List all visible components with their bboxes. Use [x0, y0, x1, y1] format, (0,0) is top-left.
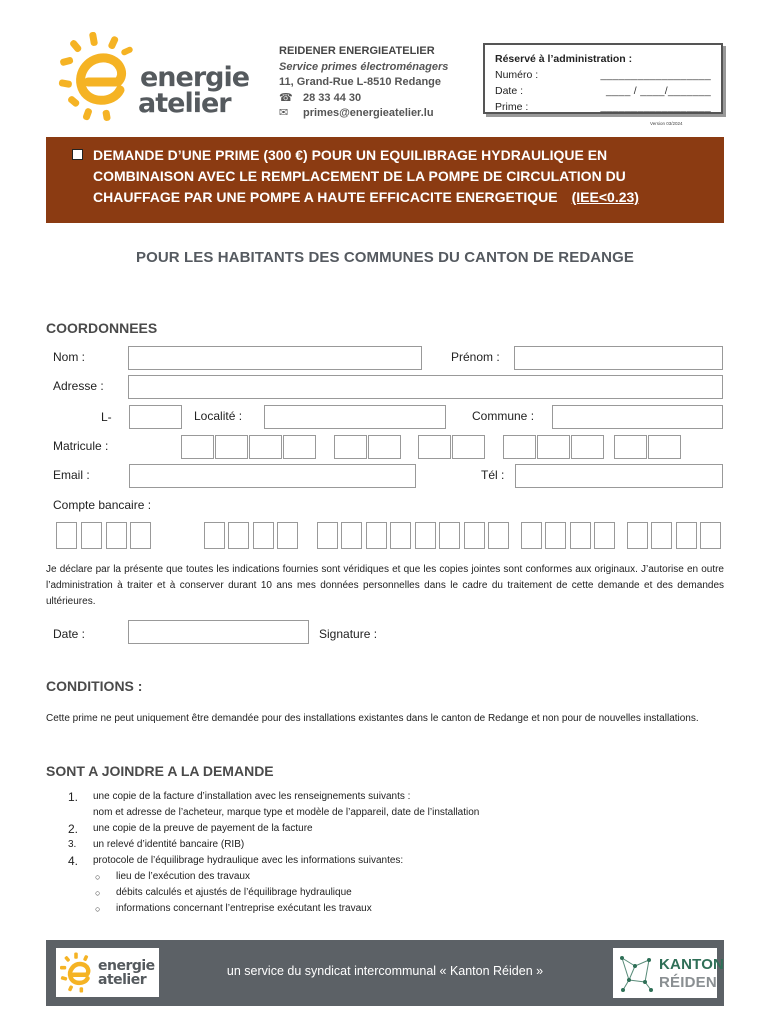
- iban-cell[interactable]: [204, 522, 225, 549]
- reiden-word: RÉIDEN: [659, 974, 717, 991]
- org-phone: 28 33 44 30: [303, 91, 362, 104]
- list-item: [68, 821, 479, 837]
- banner-line-2: COMBINAISON AVEC LE REMPLACEMENT DE LA POMPE DE CIRCULATION DU: [93, 168, 626, 184]
- sub-list-item-text: débits calculés et ajustés de l’équilibrage hydraulique: [116, 887, 352, 898]
- tel-field[interactable]: [515, 464, 723, 488]
- iban-cell[interactable]: [488, 522, 509, 549]
- org-email[interactable]: primes@energieatelier.lu: [303, 107, 434, 119]
- compte-bancaire-label: Compte bancaire :: [53, 498, 152, 512]
- title-banner: [46, 137, 724, 223]
- conditions-heading: CONDITIONS :: [46, 678, 143, 694]
- kanton-word: KANTON: [659, 956, 725, 973]
- footer-text: un service du syndicat intercommunal « Kanton Réiden »: [226, 964, 544, 978]
- request-checkbox[interactable]: [72, 149, 83, 160]
- org-email-line: [279, 106, 448, 122]
- organization-block: [279, 44, 448, 122]
- date-label: Date :: [53, 627, 86, 641]
- admin-date-label: Date :: [495, 85, 524, 97]
- tel-label: Tél :: [481, 468, 505, 482]
- matricule-cell[interactable]: [283, 435, 316, 459]
- banner-line-1: DEMANDE D’UNE PRIME (300 €) POUR UN EQUILIBRAGE HYDRAULIQUE EN: [93, 147, 608, 163]
- postal-prefix-label: L-: [101, 410, 112, 424]
- admin-date-value: ____ / ____/_______: [606, 85, 711, 97]
- localite-field[interactable]: [264, 405, 446, 429]
- iban-cell[interactable]: [545, 522, 566, 549]
- list-item: [68, 837, 479, 853]
- commune-label: Commune :: [472, 409, 535, 423]
- iban-cell[interactable]: [594, 522, 615, 549]
- footer-logo-word-energie: energie: [98, 958, 155, 974]
- kanton-reiden-logo: [613, 948, 725, 998]
- postal-code-field[interactable]: [129, 405, 182, 429]
- matricule-cell[interactable]: [368, 435, 401, 459]
- matricule-cell[interactable]: [648, 435, 681, 459]
- iban-cell[interactable]: [700, 522, 721, 549]
- conditions-text: Cette prime ne peut uniquement être demandée pour des installations existantes dans le canton de Redange et non pour de nouvelles installations.: [46, 713, 699, 724]
- localite-label: Localité :: [194, 409, 243, 423]
- nom-field[interactable]: [128, 346, 422, 370]
- nom-label: Nom :: [53, 350, 86, 364]
- banner-iee-value: (IEE<0.23): [571, 189, 639, 205]
- logo-word-energie: energie: [140, 62, 250, 93]
- org-phone-line: [279, 91, 448, 107]
- documents-list: [68, 789, 479, 917]
- declaration-text: Je déclare par la présente que toutes les indications fournies sont véridiques et que les copies jointes sont conformes aux originaux. J’autorise en outre l’administration à traiter et à conserver durant 10 ans mes données personnelles dans le cadre du traitement de cette demande et des demandes ultérieures.: [46, 564, 724, 607]
- matricule-cell[interactable]: [503, 435, 536, 459]
- envelope-icon: ✉: [279, 107, 289, 119]
- list-item: [68, 789, 479, 805]
- admin-numero-row: [495, 67, 711, 83]
- matricule-cell[interactable]: [181, 435, 214, 459]
- documents-heading: SONT A JOINDRE A LA DEMANDE: [46, 763, 274, 779]
- iban-cell[interactable]: [570, 522, 591, 549]
- energie-atelier-logo: [58, 32, 258, 124]
- matricule-cell[interactable]: [537, 435, 570, 459]
- list-item-text: protocole de l’équilibrage hydraulique avec les informations suivantes:: [93, 855, 404, 866]
- iban-cell[interactable]: [627, 522, 648, 549]
- org-address: 11, Grand-Rue L-8510 Redange: [279, 76, 441, 88]
- page-subtitle: POUR LES HABITANTS DES COMMUNES DU CANTON DE REDANGE: [135, 249, 634, 266]
- sub-list-item: [95, 869, 479, 885]
- prenom-label: Prénom :: [451, 350, 500, 364]
- phone-icon: ☎: [279, 91, 293, 104]
- list-item-number: 4.: [68, 854, 79, 868]
- admin-prime-label: Prime :: [495, 101, 529, 113]
- iban-cell[interactable]: [676, 522, 697, 549]
- banner-line-3: [93, 187, 714, 208]
- iban-cell[interactable]: [277, 522, 298, 549]
- admin-numero-label: Numéro :: [495, 69, 539, 81]
- iban-cell[interactable]: [56, 522, 77, 549]
- admin-date-row: [495, 83, 711, 99]
- email-label: Email :: [53, 468, 90, 482]
- list-item-text: un relevé d’identité bancaire (RIB): [93, 839, 245, 850]
- adresse-label: Adresse :: [53, 379, 104, 393]
- iban-cell[interactable]: [253, 522, 274, 549]
- admin-reserved-box: [483, 43, 723, 114]
- iban-cell[interactable]: [228, 522, 249, 549]
- circle-bullet-icon: ○: [95, 872, 101, 882]
- signature-label: Signature :: [319, 627, 378, 641]
- sub-list-item-text: lieu de l’exécution des travaux: [116, 871, 250, 882]
- commune-field[interactable]: [552, 405, 723, 429]
- matricule-cell[interactable]: [334, 435, 367, 459]
- adresse-field[interactable]: [128, 375, 723, 399]
- circle-bullet-icon: ○: [95, 904, 101, 914]
- logo-word-atelier: atelier: [138, 88, 231, 119]
- iban-cell[interactable]: [521, 522, 542, 549]
- matricule-cell[interactable]: [249, 435, 282, 459]
- list-item-number: 1.: [68, 790, 79, 804]
- list-item-number: 2.: [68, 822, 79, 836]
- iban-cell[interactable]: [106, 522, 127, 549]
- sub-list-item-text: informations concernant l’entreprise exécutant les travaux: [116, 903, 372, 914]
- sub-list-item: [95, 901, 479, 917]
- admin-title: Réservé à l’administration :: [495, 53, 633, 65]
- sub-list-item: [95, 885, 479, 901]
- iban-cell[interactable]: [366, 522, 387, 549]
- org-service: Service primes électroménagers: [279, 60, 449, 73]
- iban-cell[interactable]: [651, 522, 672, 549]
- matricule-cell[interactable]: [614, 435, 647, 459]
- iban-cell[interactable]: [81, 522, 102, 549]
- matricule-cell[interactable]: [418, 435, 451, 459]
- sun-icon: [58, 32, 148, 124]
- circle-bullet-icon: ○: [95, 888, 101, 898]
- network-icon: [617, 952, 657, 994]
- date-field[interactable]: [128, 620, 309, 644]
- matricule-cell[interactable]: [452, 435, 485, 459]
- iban-cell[interactable]: [464, 522, 485, 549]
- banner-line-3-text: CHAUFFAGE PAR UNE POMPE A HAUTE EFFICACITE ENERGETIQUE: [93, 189, 558, 205]
- iban-cell[interactable]: [341, 522, 362, 549]
- version-label: Version 03/2024: [650, 121, 683, 126]
- prenom-field[interactable]: [514, 346, 723, 370]
- admin-prime-value: __________________: [600, 101, 711, 113]
- footer-logo-word-atelier: atelier: [98, 972, 147, 988]
- iban-cell[interactable]: [439, 522, 460, 549]
- footer-bar: [46, 940, 724, 1006]
- matricule-cell[interactable]: [215, 435, 248, 459]
- iban-cell[interactable]: [390, 522, 411, 549]
- admin-numero-value: __________________: [600, 69, 711, 81]
- iban-cell[interactable]: [317, 522, 338, 549]
- email-field[interactable]: [129, 464, 416, 488]
- matricule-cell[interactable]: [571, 435, 604, 459]
- matricule-label: Matricule :: [53, 439, 109, 453]
- coordonnees-heading: COORDONNEES: [46, 320, 158, 336]
- list-item-text: une copie de la facture d’installation avec les renseignements suivants :: [93, 791, 411, 802]
- iban-cell[interactable]: [130, 522, 151, 549]
- admin-prime-row: [495, 99, 711, 115]
- list-item-number: 3.: [68, 839, 77, 850]
- list-item: [68, 853, 479, 869]
- list-item-text: une copie de la preuve de payement de la facture: [93, 823, 313, 834]
- org-name: REIDENER ENERGIEATELIER: [279, 45, 435, 57]
- iban-cell[interactable]: [415, 522, 436, 549]
- list-item-continuation: nom et adresse de l’acheteur, marque type et modèle de l’appareil, date de l’installation: [93, 807, 480, 818]
